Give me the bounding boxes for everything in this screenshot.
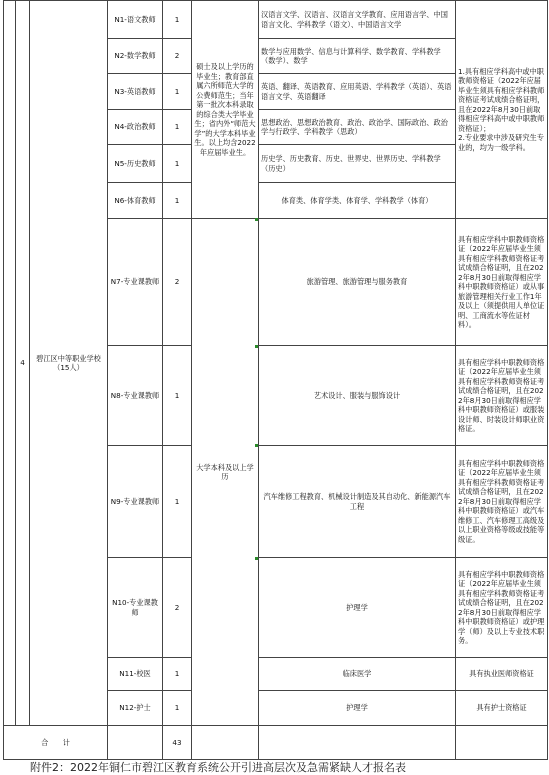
position-name: N6-体育教师	[108, 183, 163, 219]
other-requirement: 具有护士资格证	[456, 691, 548, 726]
school-name: 碧江区中等职业学校（15人）	[30, 1, 108, 726]
other-requirement: 1.具有相应学科高中或中职教师资格证（2022年应届毕业生须具有相应学科教师资格证考试成绩合格证明，且在2022年8月30日前取得相应学科高中或中职教师资格证）； 2.专业要求中涉及研究生专业的，均为一级学科。	[456, 1, 548, 219]
other-requirement: 具有相应学科中职教师资格证（2022年应届毕业生须具有相应学科教师资格证考试成绩合格证明，且在2022年8月30日前取得相应学科中职教师资格证）或服装设计师、时装设计师职业资格证。	[456, 346, 548, 446]
empty-cell	[259, 726, 456, 760]
major-requirement: 艺术设计、服装与服饰设计	[259, 346, 456, 446]
position-name: N10-专业课教师	[108, 558, 163, 658]
position-count: 2	[163, 219, 192, 346]
major-requirement: 数学与应用数学、信息与计算科学、数学教育、学科教学（数学）、数学	[259, 39, 456, 74]
major-requirement: 思想政治、思想政治教育、政治、政治学、国际政治、政治学与行政学、学科教学（思政）	[259, 110, 456, 145]
major-requirement: 汉语言文学、汉语言、汉语言文学教育、应用语言学、中国语言文化、学科教学（语文）、中国语言文学	[259, 1, 456, 39]
empty-cell	[192, 726, 259, 760]
major-requirement: 体育类、体育学类、体育学、学科教学（体育）	[259, 183, 456, 219]
position-name: N2-数学教师	[108, 39, 163, 74]
position-name: N8-专业课教师	[108, 346, 163, 446]
other-requirement: 具有执业医师资格证	[456, 658, 548, 691]
major-requirement: 护理学	[259, 691, 456, 726]
row-index: 4	[16, 1, 30, 726]
position-count: 1	[163, 183, 192, 219]
major-requirement: 护理学	[259, 558, 456, 658]
total-count: 43	[163, 726, 192, 760]
cell-marker-icon	[255, 557, 258, 560]
recruitment-table	[3, 0, 548, 760]
position-count: 1	[163, 346, 192, 446]
total-label: 合 计	[4, 726, 108, 760]
cell-marker-icon	[255, 345, 258, 348]
major-requirement: 英语、翻译、英语教育、应用英语、学科教学（英语）、英语语言文学、英语翻译	[259, 74, 456, 110]
empty-cell	[108, 726, 163, 760]
position-name: N1-语文教师	[108, 1, 163, 39]
position-name: N7-专业课教师	[108, 219, 163, 346]
major-requirement: 汽车维修工程教育、机械设计制造及其自动化、新能源汽车工程	[259, 446, 456, 558]
position-count: 1	[163, 74, 192, 110]
position-name: N4-政治教师	[108, 110, 163, 145]
position-count: 1	[163, 145, 192, 183]
position-count: 1	[163, 446, 192, 558]
position-name: N9-专业课教师	[108, 446, 163, 558]
major-requirement: 临床医学	[259, 658, 456, 691]
cell-marker-icon	[255, 218, 258, 221]
other-requirement: 具有相应学科中职教师资格证（2022年应届毕业生须具有相应学科教师资格证考试成绩合格证明，且在2022年8月30日前取得相应学科中职教师资格证）或护理学（师）及以上专业技术职务。	[456, 558, 548, 658]
position-count: 1	[163, 691, 192, 726]
position-count: 2	[163, 39, 192, 74]
position-name: N5-历史教师	[108, 145, 163, 183]
position-count: 1	[163, 658, 192, 691]
cell-marker-icon	[255, 444, 258, 447]
left-margin-cell	[4, 1, 16, 726]
position-count: 2	[163, 558, 192, 658]
position-count: 1	[163, 110, 192, 145]
empty-cell	[456, 726, 548, 760]
position-name: N11-校医	[108, 658, 163, 691]
major-requirement: 旅游管理、旅游管理与服务教育	[259, 219, 456, 346]
footer-caption: 附件2：2022年铜仁市碧江区教育系统公开引进高层次及急需紧缺人才报名表	[30, 761, 406, 774]
position-count: 1	[163, 1, 192, 39]
education-requirement: 硕士及以上学历的毕业生；教育部直属六所师范大学的公费师范生；当年第一批次本科录取的综合类大学毕业生；省内外“师范大学”的大学本科毕业生。以上均含2022年应届毕业生。	[192, 1, 259, 219]
other-requirement: 具有相应学科中职教师资格证（2022年应届毕业生须具有相应学科教师资格证考试成绩合格证明，且在2022年8月30日前取得相应学科中职教师资格证）或从事旅游管理相关行业工作1年及以上（须提供用人单位证明、工商流水等佐证材料）。	[456, 219, 548, 346]
other-requirement: 具有相应学科中职教师资格证（2022年应届毕业生须具有相应学科教师资格证考试成绩合格证明，且在2022年8月30日前取得相应学科中职教师资格证）或汽车维修工、汽车修理工高级及以上职业资格等级或技能等级证。	[456, 446, 548, 558]
position-name: N12-护士	[108, 691, 163, 726]
major-requirement: 历史学、历史教育、历史、世界史、世界历史、学科教学（历史）	[259, 145, 456, 183]
education-requirement: 大学本科及以上学历	[192, 219, 259, 726]
position-name: N3-英语教师	[108, 74, 163, 110]
